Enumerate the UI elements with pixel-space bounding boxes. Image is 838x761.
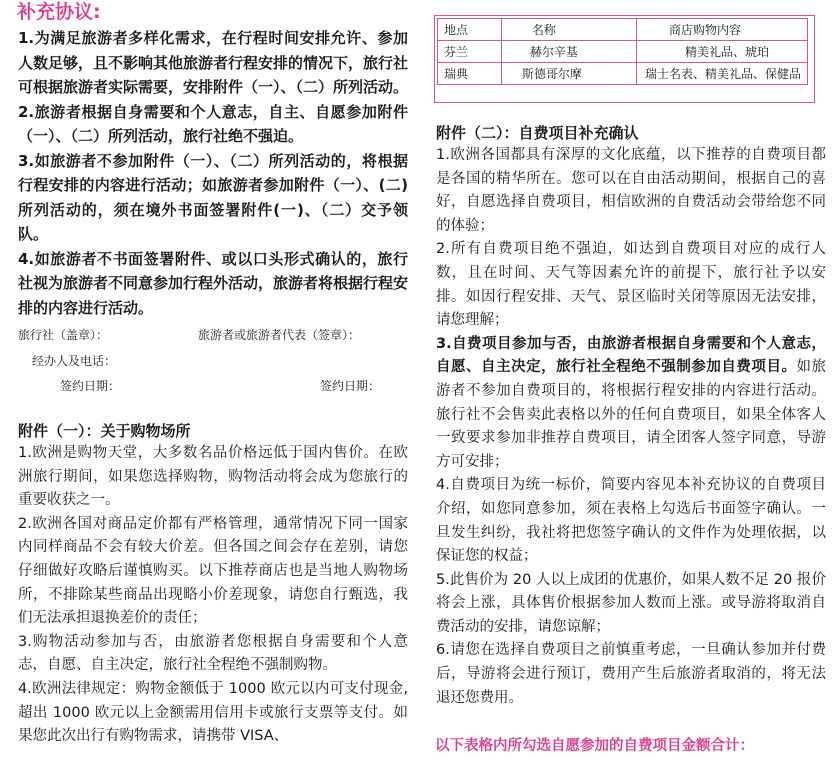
- signature-block: [14, 320, 414, 420]
- clause-2: 2.旅游者根据自身需要和个人意志，自主、自愿参加附件（一）、（二）所列活动，旅行社绝不强迫。: [18, 102, 408, 145]
- annex1-title: 附件（一）：关于购物场所: [18, 422, 191, 440]
- row1-location: 芬兰: [438, 41, 502, 63]
- header-name: 名称: [501, 19, 636, 41]
- annex-column: [432, 0, 832, 761]
- annex2-para-3-bold: 3.自费项目参加与否，由旅游者根据自身需要和个人意志，自愿、自主决定，旅行社全程绝不强制参加自费项目。: [436, 335, 826, 376]
- clause-3: 3.如旅游者不参加附件（一）、（二）所列活动的，将根据行程安排的内容进行活动；如旅游者参加附件（一）、(二)所列活动的，须在境外书面签署附件(一)、（二）交予领队。: [18, 151, 408, 243]
- annex2-para-4: 4.自费项目为统一标价，简要内容见本补充协议的自费项目介绍，如您同意参加，须在表格上勾选后书面签字确认。一旦发生纠纷，我社将把您签字确认的文件作为处理依据，以保证您的权益；: [436, 477, 826, 565]
- annex2-para-5: 5.此售价为 20 人以上成团的优惠价，如果人数不足 20 报价将会上涨，具体售价根据参加人数而上涨。或导游将取消自费活动的安排，请您谅解；: [436, 571, 826, 635]
- supplement-title: 补充协议:: [17, 1, 101, 23]
- row2-content: 瑞士名表、精美礼品、保健品: [636, 63, 807, 85]
- annex1-para-1: 1.欧洲是购物天堂，大多数名品价格远低于国内售价。在欧洲旅行期间，如果您选择购物，购物活动将会成为您旅行的重要收获之一。: [18, 445, 408, 509]
- table-row: [438, 63, 808, 85]
- shop-table: [437, 18, 808, 85]
- annex2-para-1: 1.欧洲各国都具有深厚的文化底蕴，以下推荐的自费项目都是各国的精华所在。您可以在自由活动期间，根据自己的喜好，自愿选择自费项目，相信欧洲的自费活动会带给您不同的体验；: [436, 147, 826, 234]
- shop-table-header: [438, 19, 808, 41]
- row2-location: 瑞典: [438, 63, 502, 85]
- row2-name: 斯德哥尔摩: [501, 63, 636, 85]
- row1-name: 赫尔辛基: [501, 41, 636, 63]
- sign-date-right: 签约日期：: [320, 379, 381, 393]
- annex2-para-3: [432, 333, 832, 475]
- tourist-sign-label: 旅游者或旅游者代表（签章）：: [198, 328, 361, 342]
- annex2-para-2: 2.所有自费项目绝不强迫，如达到自费项目对应的成行人数，且在时间、天气等因素允许的前提下，旅行社予以安排。如因行程安排、天气、景区临时关闭等原因无法安排，请您理解；: [436, 241, 826, 329]
- annex1-para-3: 3.购物活动参加与否，由旅游者您根据自身需要和个人意志，自愿、自主决定，旅行社全程绝不强制购物。: [18, 633, 408, 674]
- clause-4: 4.如旅游者不书面签署附件、或以口头形式确认的，旅行社视为旅游者不同意参加行程外活动，旅游者将根据行程安排的内容进行活动。: [18, 249, 409, 317]
- handler-phone-label: 经办人及电话：: [32, 354, 117, 368]
- agency-seal-label: 旅行社（盖章）：: [18, 328, 109, 342]
- annex2-title: 附件（二）：自费项目补充确认: [436, 124, 639, 142]
- annex2-para-3-rest: 如旅游者不参加自费项目的，将根据行程安排的内容进行活动。旅行社不会售卖此表格以外的任何自费项目，如果全体客人一致要求参加非推荐自费项目，请全团客人签字同意，导游方可安排；: [436, 359, 827, 470]
- annex1-para-4: 4.欧洲法律规定：购物金额低于 1000 欧元以内可支付现金,超出 1000 欧元以上金额需用信用卡或旅行支票等支付。如果您此次出行有购物需求，请携带 VISA、: [18, 680, 408, 745]
- annex2-para-6: 6.请您在选择自费项目之前慎重考虑，一旦确认参加并付费后，导游将会进行预订，费用产生后旅游者取消的，将无法退还您费用。: [436, 642, 826, 706]
- supplement-column: [14, 0, 414, 749]
- header-location: 地点: [438, 19, 502, 41]
- row1-content: 精美礼品、琥珀: [636, 41, 807, 63]
- header-content: 商店购物内容: [636, 19, 807, 41]
- sign-date-left: 签约日期：: [60, 379, 121, 393]
- table-row: [438, 41, 808, 63]
- clause-1: 1.为满足旅游者多样化需求，在行程时间安排允许、参加人数足够，且不影响其他旅游者行程安排的情况下，旅行社可根据旅游者实际需要，安排附件（一）、（二）所列活动。: [18, 29, 409, 96]
- annex2-body: [432, 122, 832, 710]
- annex1-para-2: 2.欧洲各国对商品定价都有严格管理，通常情况下同一国家内同样商品不会有较大价差。但各国之间会存在差别，请您仔细做好攻略后谨慎购买。以下推荐商店也是当地人购物场所，不排除某些商品出现略小价差现象，请您自行甄选，我们无法承担退换差价的责任；: [18, 515, 408, 627]
- selected-total-label: 以下表格内所勾选自愿参加的自费项目金额合计：: [435, 738, 754, 754]
